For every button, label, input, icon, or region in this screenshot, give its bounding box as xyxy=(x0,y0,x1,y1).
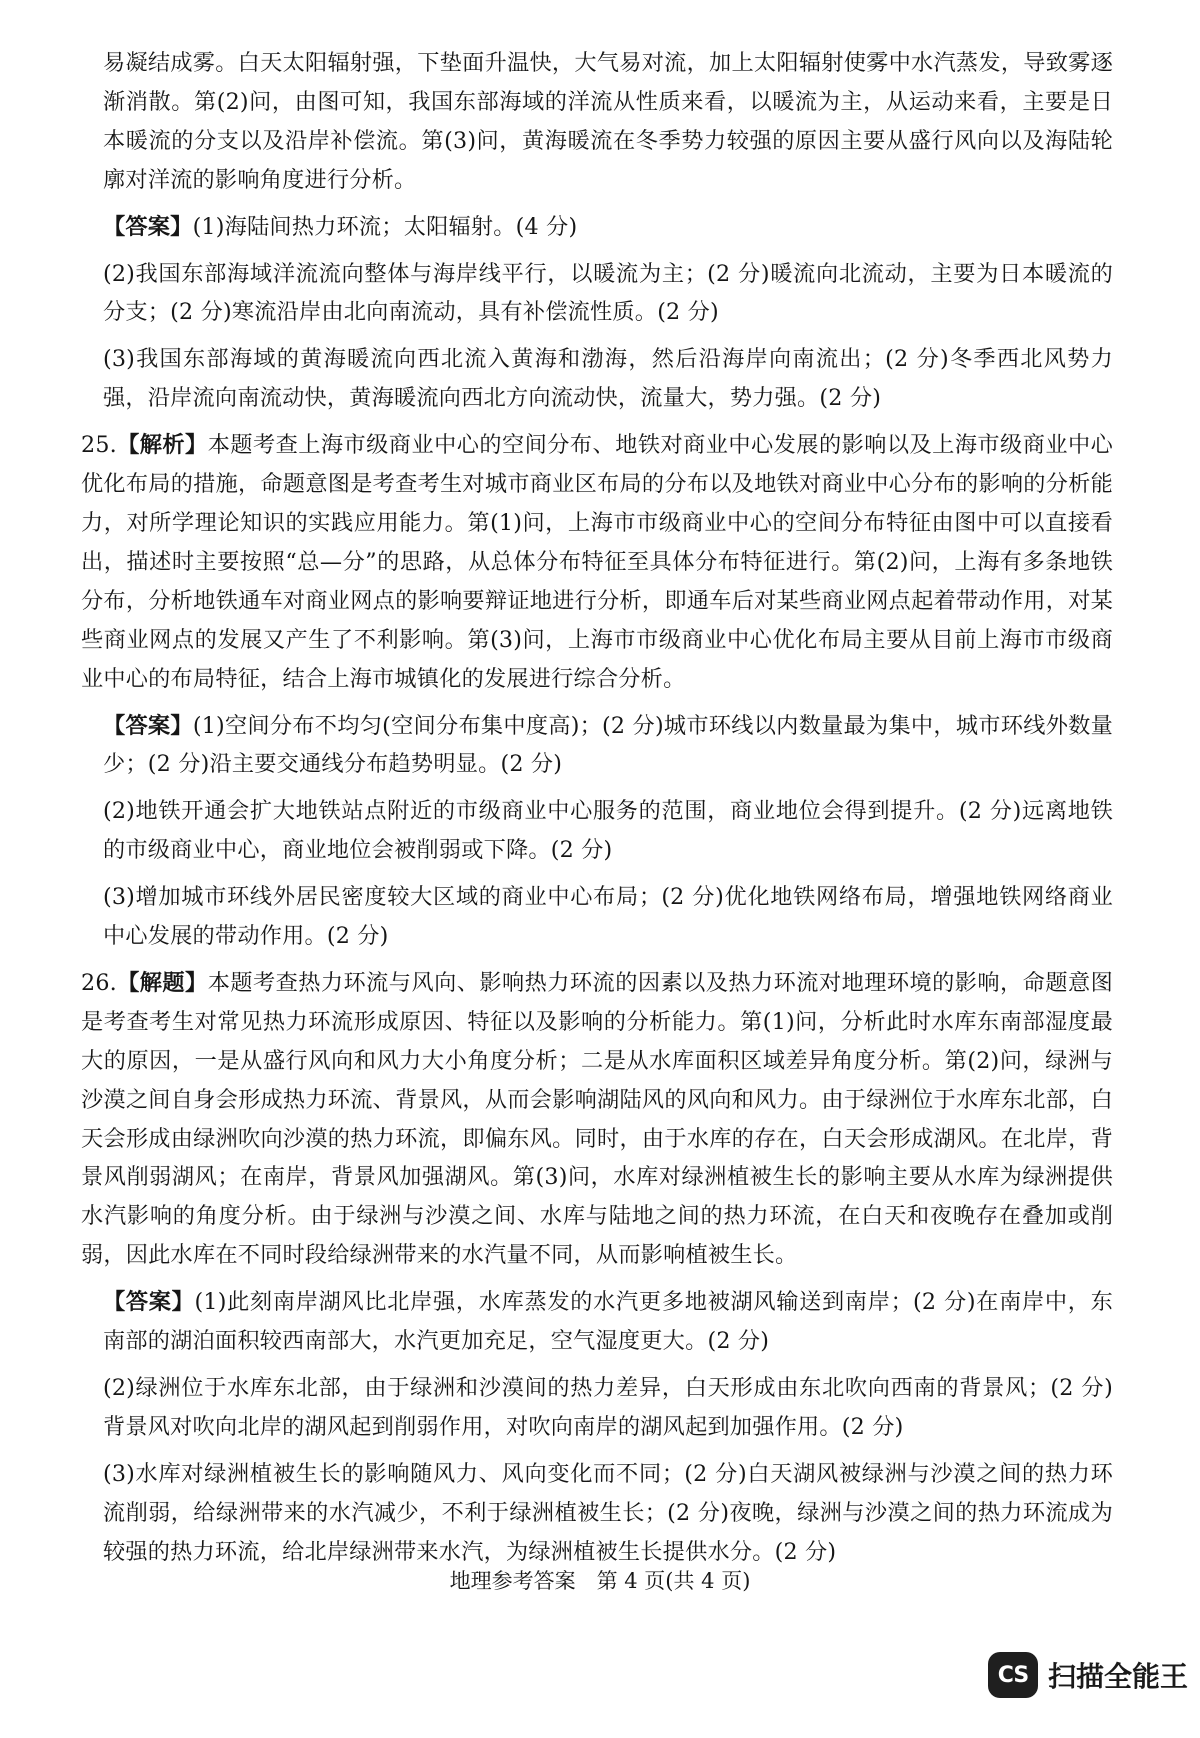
q25-answer-1-text: (1)空间分布不均匀(空间分布集中度高)；(2 分)城市环线以内数量最为集中，城市环线外数量少；(2 分)沿主要交通线分布趋势明显。(2 分) xyxy=(103,712,1113,778)
q24-answer-1-text: (1)海陆间热力环流；太阳辐射。(4 分) xyxy=(192,213,578,240)
q25-number: 25. xyxy=(81,432,117,459)
q24-answer-2: (2)我国东部海域洋流流向整体与海岸线平行，以暖流为主；(2 分)暖流向北流动，主要为日本暖流的分支；(2 分)寒流沿岸由北向南流动，具有补偿流性质。(2 分) xyxy=(103,260,1113,326)
page-content xyxy=(81,44,1113,1580)
q26-analysis xyxy=(81,964,1113,1275)
camscanner-logo-icon: CS xyxy=(988,1652,1038,1698)
q25-answer-label: 【答案】 xyxy=(103,712,193,739)
q26-analysis-text: 本题考查热力环流与风向、影响热力环流的因素以及热力环流对地理环境的影响，命题意图是考查考生对常见热力环流形成原因、特征以及影响的分析能力。第(1)问，分析此时水库东南部湿度最大的原因，一是从盛行风向和风力大小角度分析；二是从水库面积区域差异角度分析。第(2)问，绿洲与沙漠之间自身会形成热力环流、背景风，从而会影响湖陆风的风向和风力。由于绿洲位于水库东北部，白天会形成由绿洲吹向沙漠的热力环流，即偏东风。同时，由于水库的存在，白天会形成湖风。在北岸，背景风削弱湖风；在南岸，背景风加强湖风。第(3)问，水库对绿洲植被生长的影响主要从水库为绿洲提供水汽影响的角度分析。由于绿洲与沙漠之间、水库与陆地之间的热力环流，在白天和夜晚存在叠加或削弱，因此水库在不同时段给绿洲带来的水汽量不同，从而影响植被生长。 xyxy=(81,969,1113,1269)
page-footer: 地理参考答案 第 4 页(共 4 页) xyxy=(449,1569,751,1593)
q26-answer-1 xyxy=(103,1283,1113,1361)
q24-answer-1 xyxy=(103,208,1113,247)
q24-answer-label: 【答案】 xyxy=(103,213,193,240)
q26-answer-3: (3)水库对绿洲植被生长的影响随风力、风向变化而不同；(2 分)白天湖风被绿洲与沙漠之间的热力环流削弱，给绿洲带来的水汽减少，不利于绿洲植被生长；(2 分)夜晚，绿洲与沙漠之间的热力环流成为较强的热力环流，给北岸绿洲带来水汽，为绿洲植被生长提供水分。(2 分) xyxy=(103,1460,1113,1565)
q24-analysis-tail: 易凝结成雾。白天太阳辐射强，下垫面升温快，大气易对流，加上太阳辐射使雾中水汽蒸发，导致雾逐渐消散。第(2)问，由图可知，我国东部海域的洋流从性质来看，以暖流为主，从运动来看，主要是日本暖流的分支以及沿岸补偿流。第(3)问，黄海暖流在冬季势力较强的原因主要从盛行风向以及海陆轮廓对洋流的影响角度进行分析。 xyxy=(103,50,1113,193)
watermark-label: 扫描全能王 xyxy=(1048,1660,1189,1693)
q24-answer-3: (3)我国东部海域的黄海暖流向西北流入黄海和渤海，然后沿海岸向南流出；(2 分)冬季西北风势力强，沿岸流向南流动快，黄海暖流向西北方向流动快，流量大，势力强。(2 分) xyxy=(103,346,1113,412)
q25-answer-1 xyxy=(103,707,1113,785)
q25-answer-3: (3)增加城市环线外居民密度较大区域的商业中心布局；(2 分)优化地铁网络布局，增强地铁网络商业中心发展的带动作用。(2 分) xyxy=(103,884,1113,950)
q25-answer-2: (2)地铁开通会扩大地铁站点附近的市级商业中心服务的范围，商业地位会得到提升。(2 分)远离地铁的市级商业中心，商业地位会被削弱或下降。(2 分) xyxy=(103,798,1113,864)
scanner-watermark xyxy=(988,1650,1188,1700)
q26-analysis-label: 【解题】 xyxy=(116,969,208,996)
q26-answer-2: (2)绿洲位于水库东北部，由于绿洲和沙漠间的热力差异，白天形成由东北吹向西南的背景风；(2 分)背景风对吹向北岸的湖风起到削弱作用，对吹向南岸的湖风起到加强作用。(2 分) xyxy=(103,1375,1113,1440)
q25-analysis-text: 本题考查上海市级商业中心的空间分布、地铁对商业中心发展的影响以及上海市级商业中心优化布局的措施，命题意图是考查考生对城市商业区布局的分布以及地铁对商业中心分布的影响的分析能力，对所学理论知识的实践应用能力。第(1)问，上海市市级商业中心的空间分布特征由图中可以直接看出，描述时主要按照“总—分”的思路，从总体分布特征至具体分布特征进行。第(2)问，上海有多条地铁分布，分析地铁通车对商业网点的影响要辩证地进行分析，即通车后对某些商业网点起着带动作用，对某些商业网点的发展又产生了不利影响。第(3)问，上海市市级商业中心优化布局主要从目前上海市市级商业中心的布局特征，结合上海市城镇化的发展进行综合分析。 xyxy=(81,432,1113,692)
q25-analysis-label: 【解析】 xyxy=(116,432,208,459)
q26-answer-label: 【答案】 xyxy=(103,1289,195,1316)
q26-answer-1-text: (1)此刻南岸湖风比北岸强，水库蒸发的水汽更多地被湖风输送到南岸；(2 分)在南岸中，东南部的湖泊面积较西南部大，水汽更加充足，空气湿度更大。(2 分) xyxy=(103,1289,1113,1355)
q25-analysis xyxy=(81,426,1113,698)
q26-number: 26. xyxy=(81,969,117,996)
